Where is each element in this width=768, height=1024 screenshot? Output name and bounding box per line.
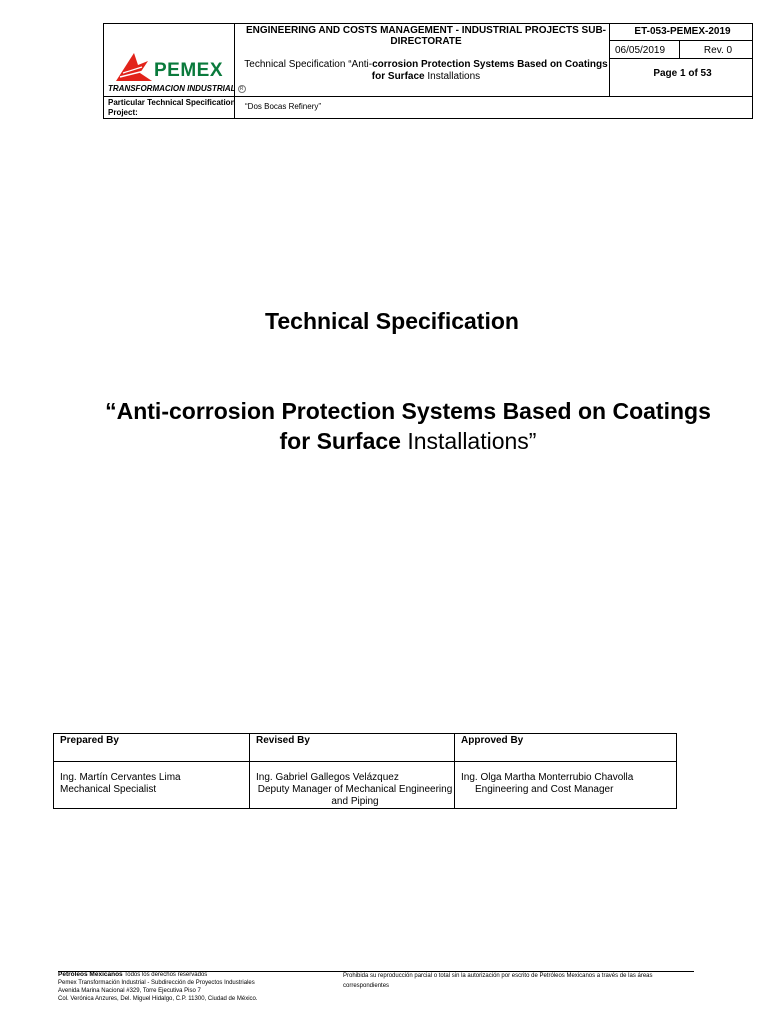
approved-by-cell <box>461 772 673 796</box>
revised-by-header: Revised By <box>256 735 310 746</box>
prepared-by-header: Prepared By <box>60 735 119 746</box>
header-divider <box>679 41 680 58</box>
spec-title-header: Technical Specification “Anti-corrosion Protection Systems Based on Coatings for Surface Installations <box>244 59 608 82</box>
approval-table <box>53 733 677 809</box>
header-divider <box>104 96 752 97</box>
document-title: Technical Specification <box>265 308 519 334</box>
document-header-table <box>103 23 753 119</box>
document-subtitle: “Anti-corrosion Protection Systems Based on Coatings for Surface Installations” <box>105 398 711 454</box>
approved-by-header: Approved By <box>461 735 524 746</box>
revised-by-cell <box>256 772 454 808</box>
pemex-logo <box>104 24 244 96</box>
approved-by-name: Ing. Olga Martha Monterrubio Chavolla <box>461 772 634 783</box>
prepared-by-name: Ing. Martín Cervantes Lima <box>60 772 181 783</box>
header-divider <box>609 58 753 59</box>
table-divider <box>54 761 676 762</box>
prepared-by-cell <box>60 772 245 796</box>
project-value: “Dos Bocas Refinery” <box>245 102 322 111</box>
revised-by-name: Ing. Gabriel Gallegos Velázquez <box>256 772 399 783</box>
department-name: ENGINEERING AND COSTS MANAGEMENT - INDUSTRIAL PROJECTS SUB-DIRECTORATE <box>245 25 607 47</box>
revised-by-role: Deputy Manager of Mechanical Engineering and Piping <box>257 784 453 807</box>
revision-number: Rev. 0 <box>703 45 733 56</box>
table-divider <box>454 734 455 808</box>
logo-wordmark: PEMEX <box>154 60 224 81</box>
table-divider <box>249 734 250 808</box>
project-label: Particular Technical Specification Project: <box>108 98 236 117</box>
logo-subtitle: TRANSFORMACION INDUSTRIAL R <box>108 84 246 93</box>
registered-icon: R <box>238 85 246 93</box>
prepared-by-role: Mechanical Specialist <box>60 784 157 795</box>
document-date: 06/05/2019 <box>615 45 666 56</box>
header-divider <box>609 40 753 41</box>
pemex-eagle-icon <box>114 51 154 85</box>
footer-notice: Prohibida su reproducción parcial o total sin la autorización por escrito de Petróleos Mexicanos a través de las áreas correspondientes <box>343 973 653 989</box>
footer-company: Petróleos Mexicanos <box>58 971 123 978</box>
page-number: Page 1 of 53 <box>653 68 712 79</box>
document-code: ET-053-PEMEX-2019 <box>634 26 731 37</box>
approved-by-role: Engineering and Cost Manager <box>475 784 614 795</box>
footer-address: Petróleos Mexicanos Todos los derechos reservados Pemex Transformación Industrial - Subdirección de Proyectos Industriales Avenida Marina Nacional #329, Torre Ejecutiva Piso 7 Col. Verónica Anzures, Del. Miguel Hidalgo, C.P. 11300, Ciudad de México. <box>58 971 258 1002</box>
